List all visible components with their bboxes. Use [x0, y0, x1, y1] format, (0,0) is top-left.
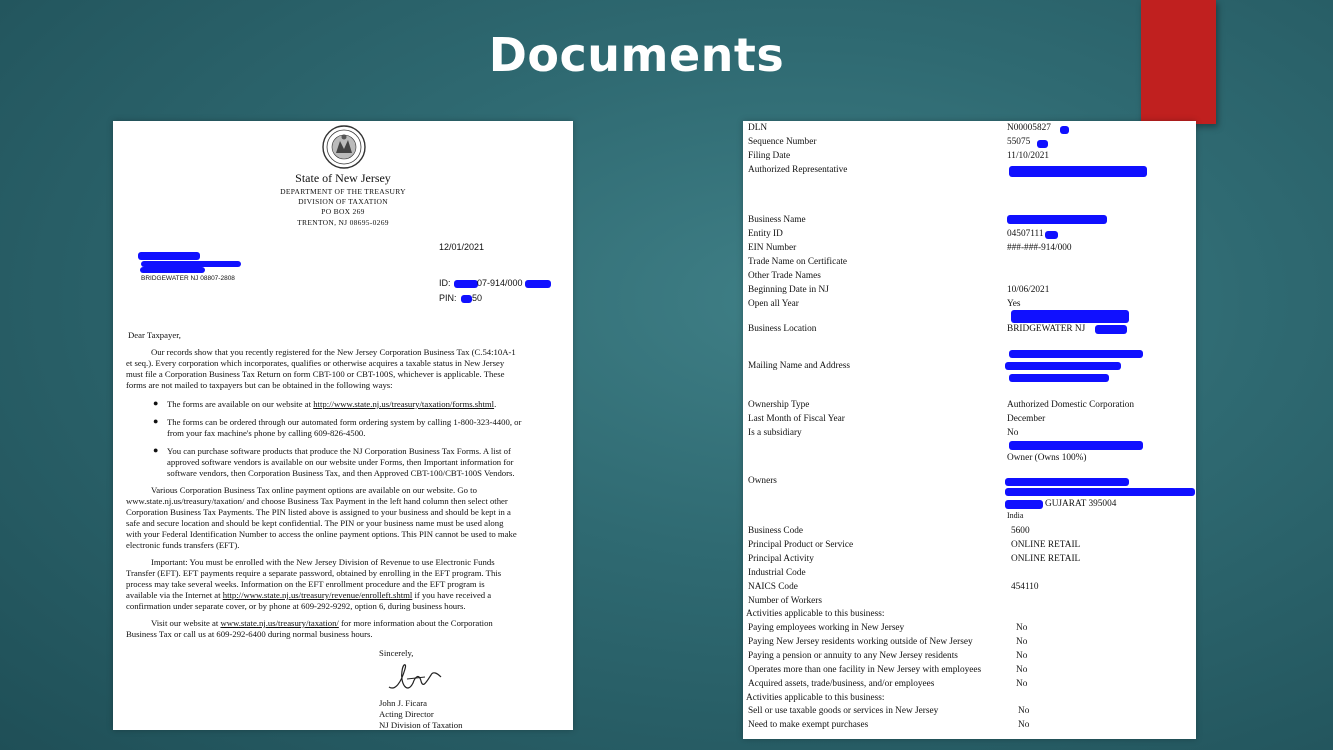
signer-name: John J. Ficara	[379, 698, 428, 708]
redaction-bar	[454, 280, 478, 288]
nj-state-seal-icon	[322, 125, 366, 169]
field-label: Sequence Number	[748, 137, 817, 147]
field-value: 10/06/2021	[1007, 285, 1050, 295]
para1-line2: et seq.). Every corporation which incorporates, qualifies or otherwise acquires a taxable status in New Jersey	[126, 358, 505, 368]
field-value: BRIDGEWATER NJ	[1007, 324, 1086, 334]
field-value: December	[1007, 414, 1046, 424]
field-label: Business Location	[748, 324, 817, 334]
bullet3-line3: software vendors, then Corporation Business Tax, and then Approved CBT-100/CBT-100S Vendors.	[167, 468, 515, 478]
field-label: Other Trade Names	[748, 271, 821, 281]
field-value: 454110	[1011, 582, 1039, 592]
field-value: 11/10/2021	[1007, 151, 1050, 161]
field-label: NAICS Code	[748, 582, 798, 592]
field-value: 55075	[1007, 137, 1031, 147]
field-label: Ownership Type	[748, 400, 810, 410]
bullet-icon: ●	[153, 398, 159, 408]
field-label: Principal Activity	[748, 554, 814, 564]
field-value: India	[1007, 511, 1024, 520]
field-label: Mailing Name and Address	[748, 361, 850, 371]
redaction-bar	[525, 280, 551, 288]
redaction-bar	[1007, 215, 1107, 224]
para4-line2: Business Tax or call us at 609-292-6400 during normal business hours.	[126, 629, 373, 639]
field-value: ###-###-914/000	[1007, 243, 1072, 253]
field-label: Is a subsidiary	[748, 428, 802, 438]
pin-label: PIN:	[439, 293, 457, 303]
redaction-bar	[1095, 325, 1127, 334]
signer-org: NJ Division of Taxation	[379, 720, 463, 730]
para2-line1: Various Corporation Business Tax online payment options are available on our website. Go to	[151, 485, 477, 495]
field-value: Owner (Owns 100%)	[1007, 453, 1087, 463]
redaction-bar	[1011, 310, 1129, 323]
filing-record	[743, 121, 1196, 739]
recipient-city: BRIDGEWATER NJ 08807-2808	[141, 275, 235, 282]
para3-line2: Transfer (EFT). EFT payments require a separate password, obtained by enrolling in the EFT program. This	[126, 568, 502, 578]
field-label: Trade Name on Certificate	[748, 257, 848, 267]
field-label: Paying employees working in New Jersey	[748, 623, 905, 633]
field-label: Paying a pension or annuity to any New Jersey residents	[748, 651, 958, 661]
para1-line1: Our records show that you recently registered for the New Jersey Corporation Business Tax (C.54:10A-1	[151, 347, 516, 357]
field-value: No	[1007, 428, 1019, 438]
signature-icon	[385, 661, 445, 697]
id-value: 07-914/000	[477, 278, 523, 288]
id-label: ID:	[439, 278, 451, 288]
nj-taxation-letter	[113, 121, 573, 730]
field-label: Last Month of Fiscal Year	[748, 414, 845, 424]
field-value: No	[1016, 679, 1028, 689]
redaction-bar	[1009, 350, 1143, 358]
department: DEPARTMENT OF THE TREASURY	[280, 187, 406, 196]
state-name: State of New Jersey	[295, 171, 391, 185]
field-label: Need to make exempt purchases	[748, 720, 869, 730]
redaction-bar	[1005, 362, 1121, 370]
po-box: PO BOX 269	[321, 207, 365, 216]
redaction-bar	[1045, 231, 1058, 239]
field-label: Authorized Representative	[748, 165, 848, 175]
closing: Sincerely,	[379, 648, 414, 658]
redaction-bar	[1009, 374, 1109, 382]
bullet2-line1: The forms can be ordered through our automated form ordering system by calling 1-800-323-4400, or	[167, 417, 522, 427]
pin-value: 50	[472, 293, 483, 303]
field-value: GUJARAT 395004	[1045, 499, 1117, 509]
field-label: Sell or use taxable goods or services in New Jersey	[748, 706, 939, 716]
letter-date: 12/01/2021	[439, 242, 485, 252]
division: DIVISION OF TAXATION	[298, 197, 388, 206]
field-label: Filing Date	[748, 151, 791, 161]
field-label: Owners	[748, 476, 777, 486]
section-label: Activities applicable to this business:	[746, 609, 885, 619]
forms-link[interactable]: http://www.state.nj.us/treasury/taxation/forms.shtml	[313, 399, 495, 409]
eft-enroll-link[interactable]: http://www.state.nj.us/treasury/revenue/enrolleft.shtml	[222, 590, 413, 600]
redaction-bar	[1005, 488, 1195, 496]
field-value: 04507111	[1007, 229, 1044, 239]
field-label: Business Code	[748, 526, 804, 536]
field-value: 5600	[1011, 526, 1030, 536]
bullet-icon: ●	[153, 445, 159, 455]
para3-line4: available via the Internet at http://www.state.nj.us/treasury/revenue/enrolleft.shtml if you have received a	[126, 590, 492, 600]
redaction-bar	[1060, 126, 1069, 134]
taxation-website-link[interactable]: www.state.nj.us/treasury/taxation/	[220, 618, 339, 628]
field-label: Industrial Code	[748, 568, 806, 578]
redaction-bar	[1005, 500, 1043, 509]
salutation: Dear Taxpayer,	[128, 330, 181, 340]
field-label: Entity ID	[748, 229, 783, 239]
para2-line2: www.state.nj.us/treasury/taxation/ and choose Business Tax Payment in the left hand column then select other	[126, 496, 508, 506]
para1-line3: must file a Corporation Business Tax Return on form CBT-100 or CBT-100S, whichever is applicable. These	[126, 369, 505, 379]
para3-line3: process may take several weeks. Information on the EFT enrollment procedure and the EFT program is	[126, 579, 485, 589]
field-value: ONLINE RETAIL	[1011, 540, 1081, 550]
redaction-bar	[140, 267, 205, 273]
para2-line3: Corporation Business Tax Payments. The PIN listed above is assigned to your business and should be kept in a	[126, 507, 511, 517]
bullet-icon: ●	[153, 416, 159, 426]
para2-line6: electronic funds transfers (EFT).	[126, 540, 240, 550]
field-value: Yes	[1007, 299, 1021, 309]
city-address: TRENTON, NJ 08695-0269	[297, 218, 389, 227]
field-label: EIN Number	[748, 243, 797, 253]
field-value: N00005827	[1007, 123, 1051, 133]
para4-line1: Visit our website at www.state.nj.us/treasury/taxation/ for more information about the Corporation	[151, 618, 493, 628]
redaction-bar	[1009, 166, 1147, 177]
redaction-bar	[1005, 478, 1129, 486]
para2-line5: with your Federal Identification Number to access the online payment options. This PIN cannot be used to make	[126, 529, 517, 539]
field-label: Principal Product or Service	[748, 540, 854, 550]
para3-line5: confirmation under separate cover, or by phone at 609-292-9292, option 6, during business hours.	[126, 601, 466, 611]
bullet3-line1: You can purchase software products that produce the NJ Corporation Business Tax Forms. A list of	[167, 446, 511, 456]
bullet1-line1: The forms are available on our website at http://www.state.nj.us/treasury/taxation/forms.shtml.	[167, 399, 497, 409]
slide-title: Documents	[488, 28, 785, 82]
redaction-bar	[1037, 140, 1048, 148]
field-label: Number of Workers	[748, 596, 822, 606]
field-value: ONLINE RETAIL	[1011, 554, 1081, 564]
field-label: Business Name	[748, 215, 806, 225]
field-value: No	[1018, 720, 1030, 730]
field-label: Beginning Date in NJ	[748, 285, 829, 295]
field-value: No	[1016, 623, 1028, 633]
field-label: Acquired assets, trade/business, and/or employees	[748, 679, 935, 689]
field-value: Authorized Domestic Corporation	[1007, 400, 1135, 410]
redaction-bar	[461, 295, 472, 303]
field-value: No	[1016, 665, 1028, 675]
para3-line1: Important: You must be enrolled with the New Jersey Division of Revenue to use Electronic Funds	[151, 557, 495, 567]
field-label: Open all Year	[748, 299, 799, 309]
field-label: DLN	[748, 123, 768, 133]
field-value: No	[1018, 706, 1030, 716]
bullet3-line2: approved software vendors is available on our website under Forms, then Important information for	[167, 457, 514, 467]
para1-line4: forms are not mailed to taxpayers but can be obtained in the following ways:	[126, 380, 393, 390]
field-label: Paying New Jersey residents working outside of New Jersey	[748, 637, 973, 647]
section-label: Activities applicable to this business:	[746, 693, 885, 703]
signer-title: Acting Director	[379, 709, 434, 719]
redaction-bar	[138, 252, 200, 260]
redaction-bar	[1009, 441, 1143, 450]
bullet2-line2: from your fax machine's phone by calling 609-826-4500.	[167, 428, 366, 438]
field-label: Operates more than one facility in New Jersey with employees	[748, 665, 982, 675]
field-value: No	[1016, 637, 1028, 647]
para2-line4: safe and secure location and should be kept confidential. The PIN or your business name must be used along	[126, 518, 504, 528]
field-value: No	[1016, 651, 1028, 661]
